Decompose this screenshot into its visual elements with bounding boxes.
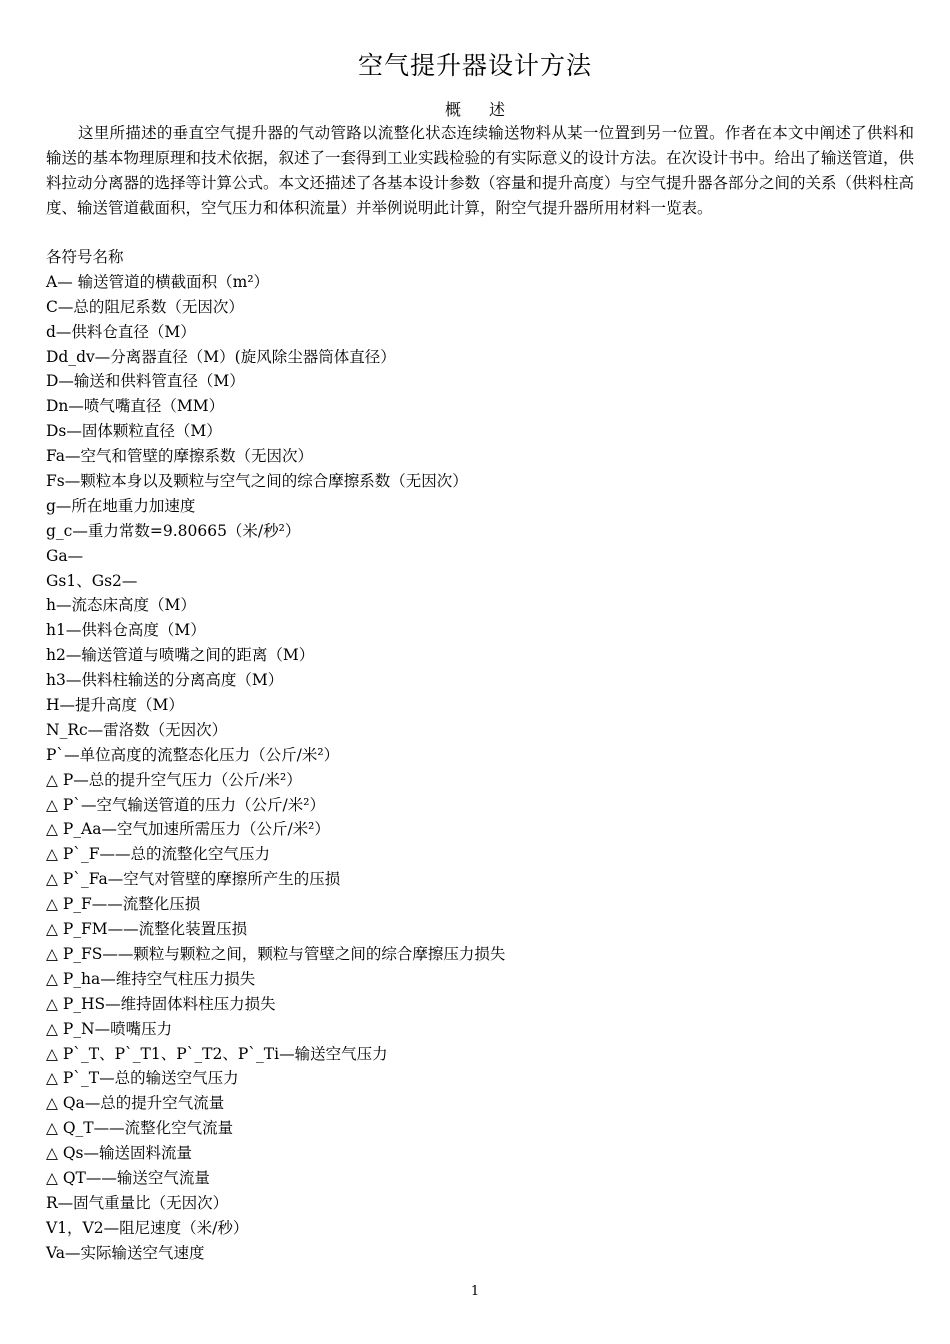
symbol-item: A— 输送管道的横截面积（m²） (46, 272, 270, 291)
symbol-item: △ Qa—总的提升空气流量 (46, 1094, 225, 1113)
symbol-item: △ P_FM——流整化装置压损 (46, 920, 248, 939)
symbol-item: H—提升高度（M） (46, 696, 184, 715)
symbol-item: Dd_dv—分离器直径（M）(旋风除尘器筒体直径） (46, 347, 396, 366)
symbol-item: d—供料仓直径（M） (46, 322, 196, 341)
symbols-heading: 各符号名称 (46, 248, 124, 266)
symbol-item: △ P_ha—维持空气柱压力损失 (46, 969, 256, 988)
symbol-item: △ P_N—喷嘴压力 (46, 1019, 173, 1038)
symbol-item: △ P`_Fa—空气对管壁的摩擦所产生的压损 (46, 870, 341, 889)
symbol-item: C—总的阻尼系数（无因次） (46, 297, 244, 316)
symbol-item: h2—输送管道与喷嘴之间的距离（M） (46, 646, 315, 665)
symbol-item: g—所在地重力加速度 (46, 496, 196, 515)
page-number: 1 (470, 1284, 480, 1299)
symbol-item: h—流态床高度（M） (46, 596, 196, 615)
intro-paragraph: 这里所描述的垂直空气提升器的气动管路以流整化状态连续输送物料从某一位置到另一位置。作者在本文中阐述了供料和输送的基本物理原理和技术依据，叙述了一套得到工业实践检验的有实际意义的设计方法。在次设计书中。给出了输送管道，供料拉动分离器的选择等计算公式。本文还描述了各基本设计参数（容量和提升高度）与空气提升器各部分之间的关系（供料柱高度、输送管道截面积，空气压力和体积流量）并举例说明此计算，附空气提升器所用材料一览表。 (46, 124, 915, 217)
symbol-item: Fs—颗粒本身以及颗粒与空气之间的综合摩擦系数（无因次） (46, 472, 468, 491)
symbol-list (46, 245, 926, 1266)
symbol-item: △ P_Aa—空气加速所需压力（公斤/米²） (46, 820, 330, 839)
symbol-item: P`—单位高度的流整态化压力（公斤/米²） (46, 745, 340, 764)
document-title: 空气提升器设计方法 (357, 51, 592, 80)
symbol-item: D—输送和供料管直径（M） (46, 372, 245, 391)
symbol-item: △ P`—空气输送管道的压力（公斤/米²） (46, 795, 325, 814)
symbol-item: Gs1、Gs2— (46, 571, 138, 590)
symbol-item: △ QT——输送空气流量 (46, 1168, 210, 1187)
section-heading: 概述 (444, 100, 533, 119)
symbol-item: h3—供料柱输送的分离高度（M） (46, 671, 284, 690)
symbol-item: △ Q_T——流整化空气流量 (46, 1119, 234, 1138)
symbol-item: Ds—固体颗粒直径（M） (46, 422, 222, 441)
symbol-item: Ga— (46, 546, 84, 565)
symbol-item: △ P_HS—维持固体料柱压力损失 (46, 994, 276, 1013)
symbol-item: △ P—总的提升空气压力（公斤/米²） (46, 770, 302, 789)
symbol-item: g_c—重力常数=9.80665（米/秒²） (46, 521, 301, 540)
symbol-item: Fa—空气和管壁的摩擦系数（无因次） (46, 447, 313, 466)
symbol-item: Va—实际输送空气速度 (46, 1243, 205, 1262)
symbol-item: △ P`_T、P`_T1、P`_T2、P`_Ti—输送空气压力 (46, 1044, 388, 1063)
symbol-item: △ P`_T—总的输送空气压力 (46, 1069, 239, 1088)
symbol-item: V1，V2—阻尼速度（米/秒） (46, 1218, 249, 1237)
symbol-item: R—固气重量比（无因次） (46, 1193, 229, 1212)
symbol-item: △ Qs—输送固料流量 (46, 1144, 193, 1163)
symbol-item: △ P_F——流整化压损 (46, 895, 201, 914)
symbol-item: h1—供料仓高度（M） (46, 621, 206, 640)
symbol-item: △ P`_F——总的流整化空气压力 (46, 845, 271, 864)
symbol-item: N_Rc—雷洛数（无因次） (46, 720, 228, 739)
symbol-item: △ P_FS——颗粒与颗粒之间，颗粒与管壁之间的综合摩擦压力损失 (46, 944, 506, 963)
symbol-item: Dn—喷气嘴直径（MM） (46, 397, 225, 416)
